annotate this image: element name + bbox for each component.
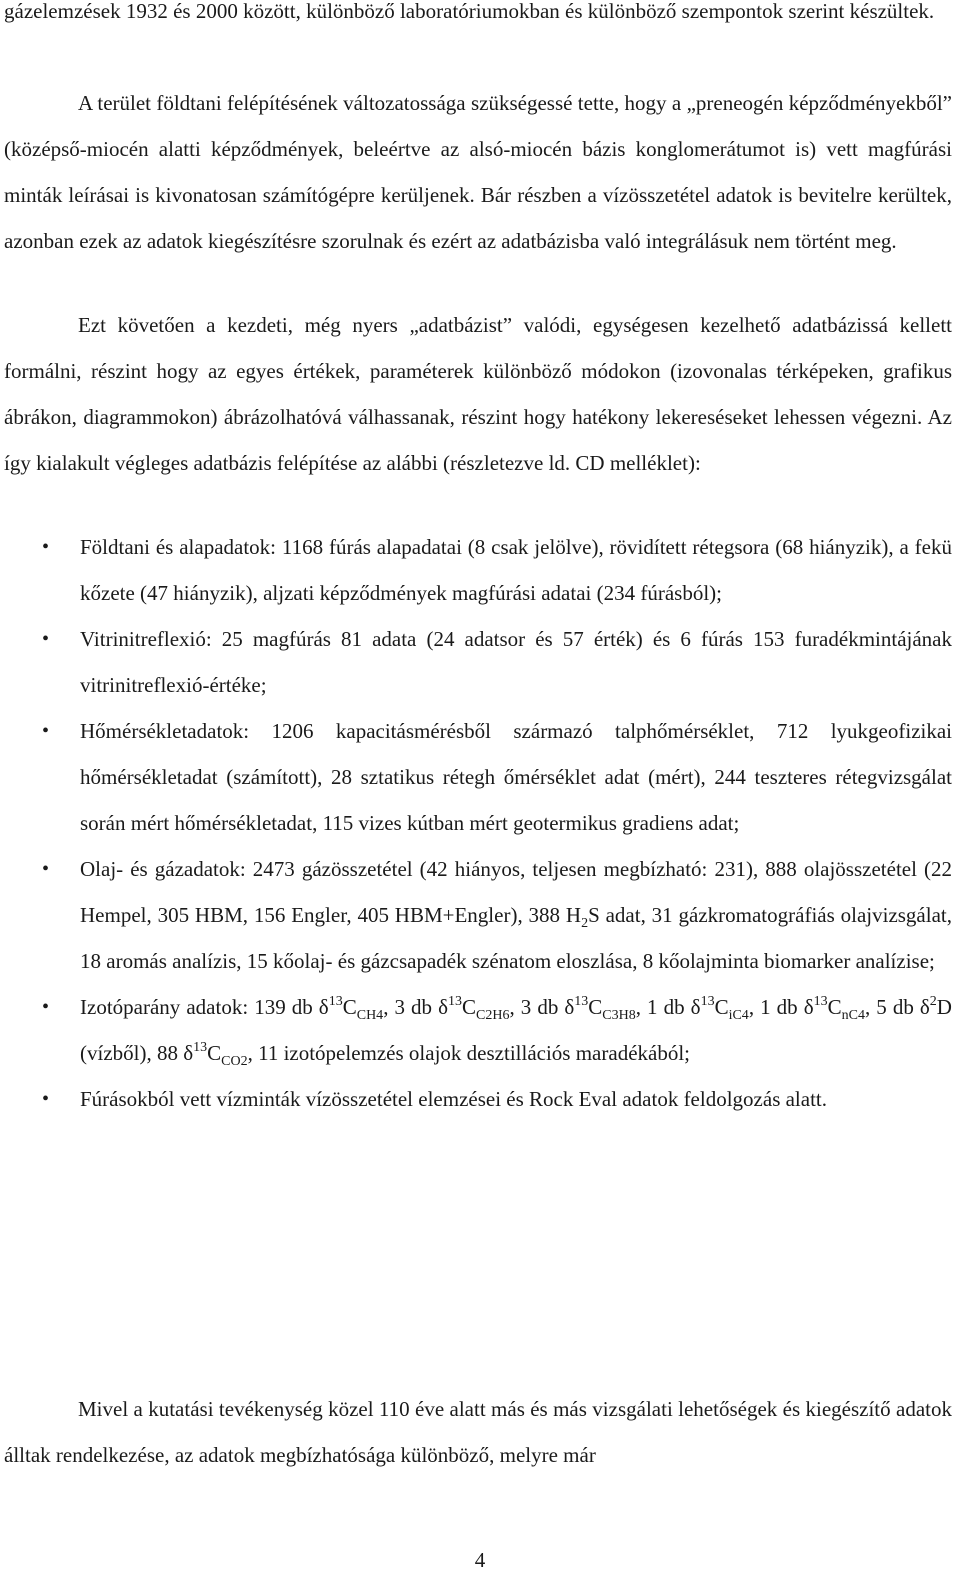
paragraph-database: Ezt követően a kezdeti, még nyers „adatbázist” valódi, egységesen kezelhető adatbázissá kellett formálni, részint hogy az egyes értékek, paraméterek különböző módokon (izovonalas térképeken, grafikus ábrákon, diagrammokon) ábrázolhatóvá válhassanak, részint hogy hatékony lekereséseket lehessen végezni. Az így kialakult végleges adatbázis felépítése az alábbi (részletezve ld. CD melléklet):	[4, 313, 952, 475]
list-item-text: Fúrásokból vett vízminták vízösszetétel elemzései és Rock Eval adatok feldolgozás alatt.	[80, 1087, 828, 1111]
text-run: C	[588, 995, 603, 1019]
text-run: D (vízből), 88 δ	[80, 995, 952, 1065]
subscript: iC4	[728, 1008, 749, 1023]
subscript: 2	[581, 916, 589, 931]
text-run: , 3 db δ	[509, 995, 575, 1019]
subscript: nC4	[841, 1008, 865, 1023]
subscript: C2H6	[476, 1008, 510, 1023]
bullet-icon: •	[42, 1088, 50, 1110]
paragraph-reliability: Mivel a kutatási tevékenység közel 110 éve alatt más és más vizsgálati lehetőségek és kiegészítő adatok álltak rendelkezése, az adatok megbízhatósága különböző, melyre már	[4, 1397, 952, 1467]
list-item-text	[80, 994, 952, 1069]
bullet-icon: •	[42, 996, 50, 1018]
superscript: 13	[328, 994, 343, 1009]
superscript: 13	[813, 994, 828, 1009]
list-item	[4, 708, 952, 846]
bullet-icon: •	[42, 858, 50, 880]
text-run: C	[342, 995, 357, 1019]
list-item-text	[80, 857, 952, 973]
list-item	[4, 1076, 952, 1122]
list-item	[4, 846, 952, 984]
bullet-icon: •	[42, 628, 50, 650]
list-item	[4, 984, 952, 1076]
page-number: 4	[474, 1548, 486, 1572]
text-run: , 1 db δ	[635, 995, 701, 1019]
text-run: C	[827, 995, 842, 1019]
subscript: CO2	[221, 1054, 248, 1069]
superscript: 13	[448, 994, 462, 1009]
text-run: , 3 db δ	[383, 995, 448, 1019]
text-run: Izotóparány adatok: 139 db δ	[80, 995, 329, 1019]
text-run: C	[207, 1041, 222, 1065]
list-item-text: Hőmérsékletadatok: 1206 kapacitásmérésből származó talphőmérséklet, 712 lyukgeofizikai hőmérsékletadat (számított), 28 sztatikus rétegh őmérséklet adat (mért), 244 teszteres rétegvizsgálat során mért hőmérsékletadat, 115 vizes kútban mért geotermikus gradiens adat;	[80, 719, 952, 835]
text-run: , 5 db δ	[864, 995, 930, 1019]
text-run: , 1 db δ	[748, 995, 814, 1019]
text-run: Olaj- és gázadatok: 2473 gázösszetétel (42 hiányos, teljesen megbízható: 231), 888 olajösszetétel (22 Hempel, 305 HBM, 156 Engler, 405 HBM+Engler), 388 H	[80, 857, 952, 927]
text-run: C	[462, 995, 477, 1019]
subscript: CH4	[356, 1008, 384, 1023]
text-run: C	[714, 995, 729, 1019]
list-item-text: Földtani és alapadatok: 1168 fúrás alapadatai (8 csak jelölve), rövidített rétegsora (68 hiányzik), a fekü kőzete (47 hiányzik), aljzati képződmények magfúrási adatai (234 fúrásból);	[80, 535, 952, 605]
superscript: 2	[929, 994, 937, 1009]
list-item	[4, 616, 952, 708]
database-content-list	[4, 524, 952, 1122]
list-item-text: Vitrinitreflexió: 25 magfúrás 81 adata (24 adatsor és 57 érték) és 6 fúrás 153 furadékmintájának vitrinitreflexió-értéke;	[80, 627, 952, 697]
superscript: 13	[193, 1040, 208, 1055]
superscript: 13	[700, 994, 715, 1009]
bullet-icon: •	[42, 720, 50, 742]
superscript: 13	[574, 994, 589, 1009]
bullet-icon: •	[42, 536, 50, 558]
paragraph-intro-continuation: gázelemzések 1932 és 2000 között, különböző laboratóriumokban és különböző szempontok szerint készültek.	[4, 0, 935, 23]
subscript: C3H8	[602, 1008, 636, 1023]
paragraph-preneogene: A terület földtani felépítésének változatossága szükségessé tette, hogy a „preneogén képződményekből” (középső-miocén alatti képződmények, beleértve az alsó-miocén bázis konglomerátumot is) vett magfúrási minták leírásai is kivonatosan számítógépre kerüljenek. Bár részben a vízösszetétel adatok is bevitelre kerültek, azonban ezek az adatok kiegészítésre szorulnak és ezért az adatbázisba való integrálásuk nem történt meg.	[4, 91, 952, 253]
text-run: , 11 izotópelemzés olajok desztillációs maradékából;	[247, 1041, 690, 1065]
list-item	[4, 524, 952, 616]
text-run: S adat, 31 gázkromatográfiás olajvizsgálat, 18 aromás analízis, 15 kőolaj- és gázcsapadék szénatom eloszlása, 8 kőolajminta biomarker analízise;	[80, 903, 952, 973]
